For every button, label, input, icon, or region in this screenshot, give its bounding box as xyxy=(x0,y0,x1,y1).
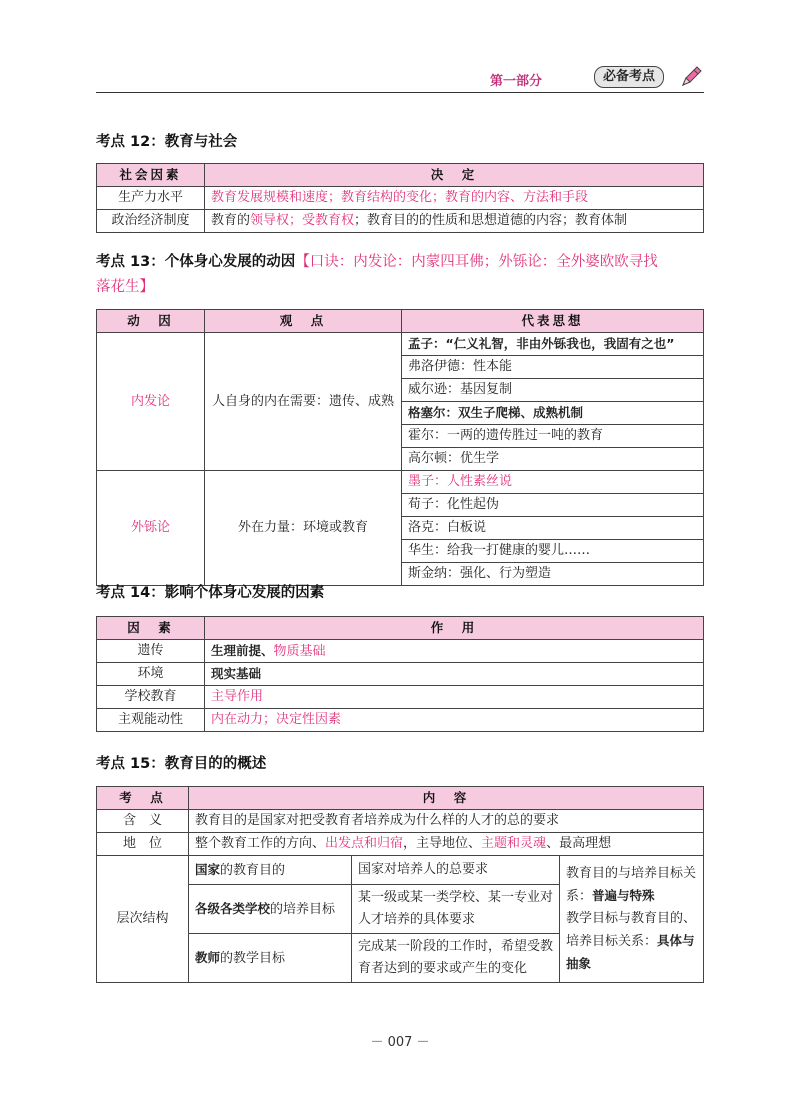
table-cell: 生理前提、物质基础 xyxy=(205,640,704,663)
table-cell: 各级各类学校的培养目标 xyxy=(189,885,352,934)
table-cell: 内发论 xyxy=(97,333,205,471)
table-cell: 教育发展规模和速度；教育结构的变化；教育的内容、方法和手段 xyxy=(205,187,704,210)
col-header: 代表思想 xyxy=(402,310,704,333)
table-cell: 墨子：人性素丝说 xyxy=(402,471,704,494)
table-cell: 洛克：白板说 xyxy=(402,517,704,540)
table-cell: 完成某一阶段的工作时，希望受教育者达到的要求或产生的变化 xyxy=(352,934,560,983)
table-cell: 华生：给我一打健康的婴儿…… xyxy=(402,540,704,563)
table-cell: 荀子：化性起伪 xyxy=(402,494,704,517)
col-header: 因 素 xyxy=(97,617,205,640)
table-cell: 政治经济制度 xyxy=(97,210,205,233)
section-14-title: 考点 14：影响个体身心发展的因素 xyxy=(96,585,325,601)
table-cell: 学校教育 xyxy=(97,686,205,709)
section-15-title: 考点 15：教育目的的概述 xyxy=(96,756,267,772)
table-cell: 某一级或某一类学校、某一专业对人才培养的具体要求 xyxy=(352,885,560,934)
table-cell: 外铄论 xyxy=(97,471,205,586)
table-development-factors xyxy=(96,616,704,732)
section-12-title: 考点 12：教育与社会 xyxy=(96,134,238,150)
table-cell: 国家对培养人的总要求 xyxy=(352,856,560,885)
col-header: 观 点 xyxy=(205,310,402,333)
table-cell: 含 义 xyxy=(97,810,189,833)
mnemonic: 落花生】 xyxy=(96,279,154,295)
table-education-society xyxy=(96,163,704,233)
pencil-icon xyxy=(678,64,704,90)
table-educational-aims xyxy=(96,786,704,983)
col-header: 社会因素 xyxy=(97,164,205,187)
table-cell: 格塞尔：双生子爬梯、成熟机制 xyxy=(402,402,704,425)
table-cell: 人自身的内在需要：遗传、成熟 xyxy=(205,333,402,471)
table-cell: 弗洛伊德：性本能 xyxy=(402,356,704,379)
table-cell: 斯金纳：强化、行为塑造 xyxy=(402,563,704,586)
col-header: 动 因 xyxy=(97,310,205,333)
table-development-causes xyxy=(96,309,704,586)
table-cell: 教师的教学目标 xyxy=(189,934,352,983)
table-cell: 教育的领导权；受教育权；教育目的的性质和思想道德的内容；教育体制 xyxy=(205,210,704,233)
col-header: 决 定 xyxy=(205,164,704,187)
table-cell: 高尔顿：优生学 xyxy=(402,448,704,471)
header-badge: 必备考点 xyxy=(594,66,664,88)
table-cell: 孟子：“仁义礼智，非由外铄我也，我固有之也” xyxy=(402,333,704,356)
table-cell: 环境 xyxy=(97,663,205,686)
col-header: 考 点 xyxy=(97,787,189,810)
table-cell: 主导作用 xyxy=(205,686,704,709)
col-header: 内 容 xyxy=(189,787,704,810)
table-cell: 霍尔：一两的遗传胜过一吨的教育 xyxy=(402,425,704,448)
col-header: 作 用 xyxy=(205,617,704,640)
table-cell: 外在力量：环境或教育 xyxy=(205,471,402,586)
page-number: － 007 － xyxy=(370,1035,430,1050)
table-cell: 内在动力；决定性因素 xyxy=(205,709,704,732)
table-cell: 威尔逊：基因复制 xyxy=(402,379,704,402)
table-cell: 现实基础 xyxy=(205,663,704,686)
table-cell: 地 位 xyxy=(97,833,189,856)
table-cell: 主观能动性 xyxy=(97,709,205,732)
table-cell: 教育目的与培养目标关系：普遍与特殊 教学目标与教育目的、培养目标关系：具体与抽象 xyxy=(560,856,704,983)
table-cell: 生产力水平 xyxy=(97,187,205,210)
section-13-title: 考点 13：个体身心发展的动因【口诀：内发论：内蒙四耳佛；外铄论：全外婆欧欧寻找 落花生】 xyxy=(96,254,658,295)
table-cell: 教育目的是国家对把受教育者培养成为什么样的人才的总的要求 xyxy=(189,810,704,833)
table-cell: 国家的教育目的 xyxy=(189,856,352,885)
table-cell: 遗传 xyxy=(97,640,205,663)
page-header xyxy=(96,64,704,93)
mnemonic: 【口诀：内发论：内蒙四耳佛；外铄论：全外婆欧欧寻找 xyxy=(295,254,658,270)
table-cell: 层次结构 xyxy=(97,856,189,983)
table-cell: 整个教育工作的方向、出发点和归宿，主导地位、主题和灵魂、最高理想 xyxy=(189,833,704,856)
header-part-label: 第一部分 xyxy=(489,74,542,89)
